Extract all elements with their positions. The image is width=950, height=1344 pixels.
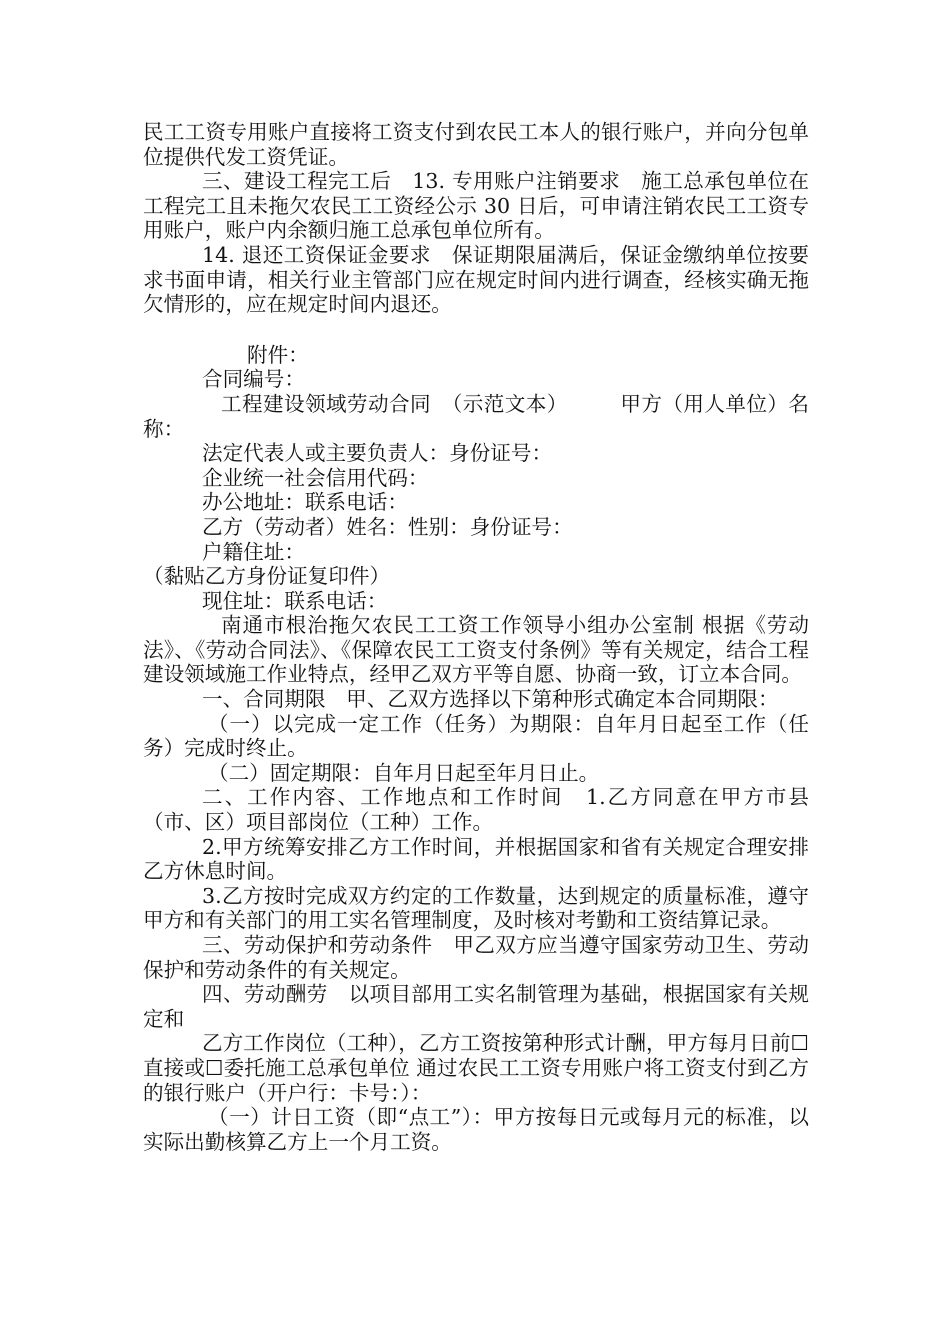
paragraph: 14. 退还工资保证金要求 保证期限届满后，保证金缴纳单位按要求书面申请，相关行业主管部门应在规定时间内进行调查，经核实确无拖欠情形的，应在规定时间内退还。 xyxy=(143,242,809,317)
field-credit-code: 企业统一社会信用代码： xyxy=(202,465,429,490)
paragraph: 南通市根治拖欠农民工工资工作领导小组办公室制 根据《劳动法》、《劳动合同法》、《保障农民工工资支付条例》等有关规定，结合工程建设领域施工作业特点，经甲乙双方平等自愿、协商一致，订立本合同。 xyxy=(143,613,809,687)
section-heading: 二、工作内容、工作地点和工作时间 1.乙方同意在甲方市县（市、区）项目部岗位（工种）工作。 xyxy=(143,785,809,835)
paragraph: 三、建设工程完工后 13. 专用账户注销要求 施工总承包单位在工程完工且未拖欠农民工工资经公示 30 日后，可申请注销农民工工资专用账户，账户内余额归施工总承包单位所有。 xyxy=(143,169,809,243)
section-heading: 三、劳动保护和劳动条件 甲乙双方应当遵守国家劳动卫生、劳动保护和劳动条件的有关规定。 xyxy=(143,933,809,982)
paragraph: （二）固定期限：自年月日起至年月日止。 xyxy=(208,760,600,785)
paragraph: 3.乙方按时完成双方约定的工作数量，达到规定的质量标准，遵守甲方和有关部门的用工实名管理制度，及时核对考勤和工资结算记录。 xyxy=(143,883,809,933)
section-heading: 一、合同期限 甲、乙双方选择以下第种形式确定本合同期限： xyxy=(202,687,779,712)
id-copy-note: （黏贴乙方身份证复印件） xyxy=(143,564,391,589)
paragraph: （一）计日工资（即“点工”）：甲方按每日元或每月元的标准，以实际出勤核算乙方上一个月工资。 xyxy=(143,1105,809,1154)
contract-title: 工程建设领域劳动合同 （示范文本） 甲方（用人单位）名称： xyxy=(143,391,809,441)
field-legal-rep: 法定代表人或主要负责人：身份证号： xyxy=(202,441,553,466)
field-registered-address: 户籍住址： xyxy=(202,539,305,564)
paragraph: （一）以完成一定工作（任务）为期限：自年月日起至工作（任务）完成时终止。 xyxy=(143,711,809,761)
paragraph: 2.甲方统筹安排乙方工作时间，并根据国家和省有关规定合理安排乙方休息时间。 xyxy=(143,834,809,884)
blank-line xyxy=(143,317,809,343)
field-current-address: 现住址：联系电话： xyxy=(202,588,388,613)
section-heading: 四、劳动酬劳 以项目部用工实名制管理为基础，根据国家有关规定和 xyxy=(143,982,809,1031)
field-party-b-name: 乙方（劳动者）姓名：性别：身份证号： xyxy=(202,514,573,539)
contract-number-label: 合同编号： xyxy=(202,367,305,392)
field-office-address: 办公地址：联系电话： xyxy=(202,490,408,515)
paragraph: 乙方工作岗位（工种），乙方工资按第种形式计酬，甲方每月日前☐直接或☐委托施工总承包单位 通过农民工工资专用账户将工资支付到乙方的银行账户（开户行：卡号：）： xyxy=(143,1031,809,1105)
paragraph: 民工工资专用账户直接将工资支付到农民工本人的银行账户，并向分包单位提供代发工资凭证。 xyxy=(143,120,809,169)
attachment-label: 附件： xyxy=(247,342,309,367)
document-body xyxy=(143,120,809,1154)
